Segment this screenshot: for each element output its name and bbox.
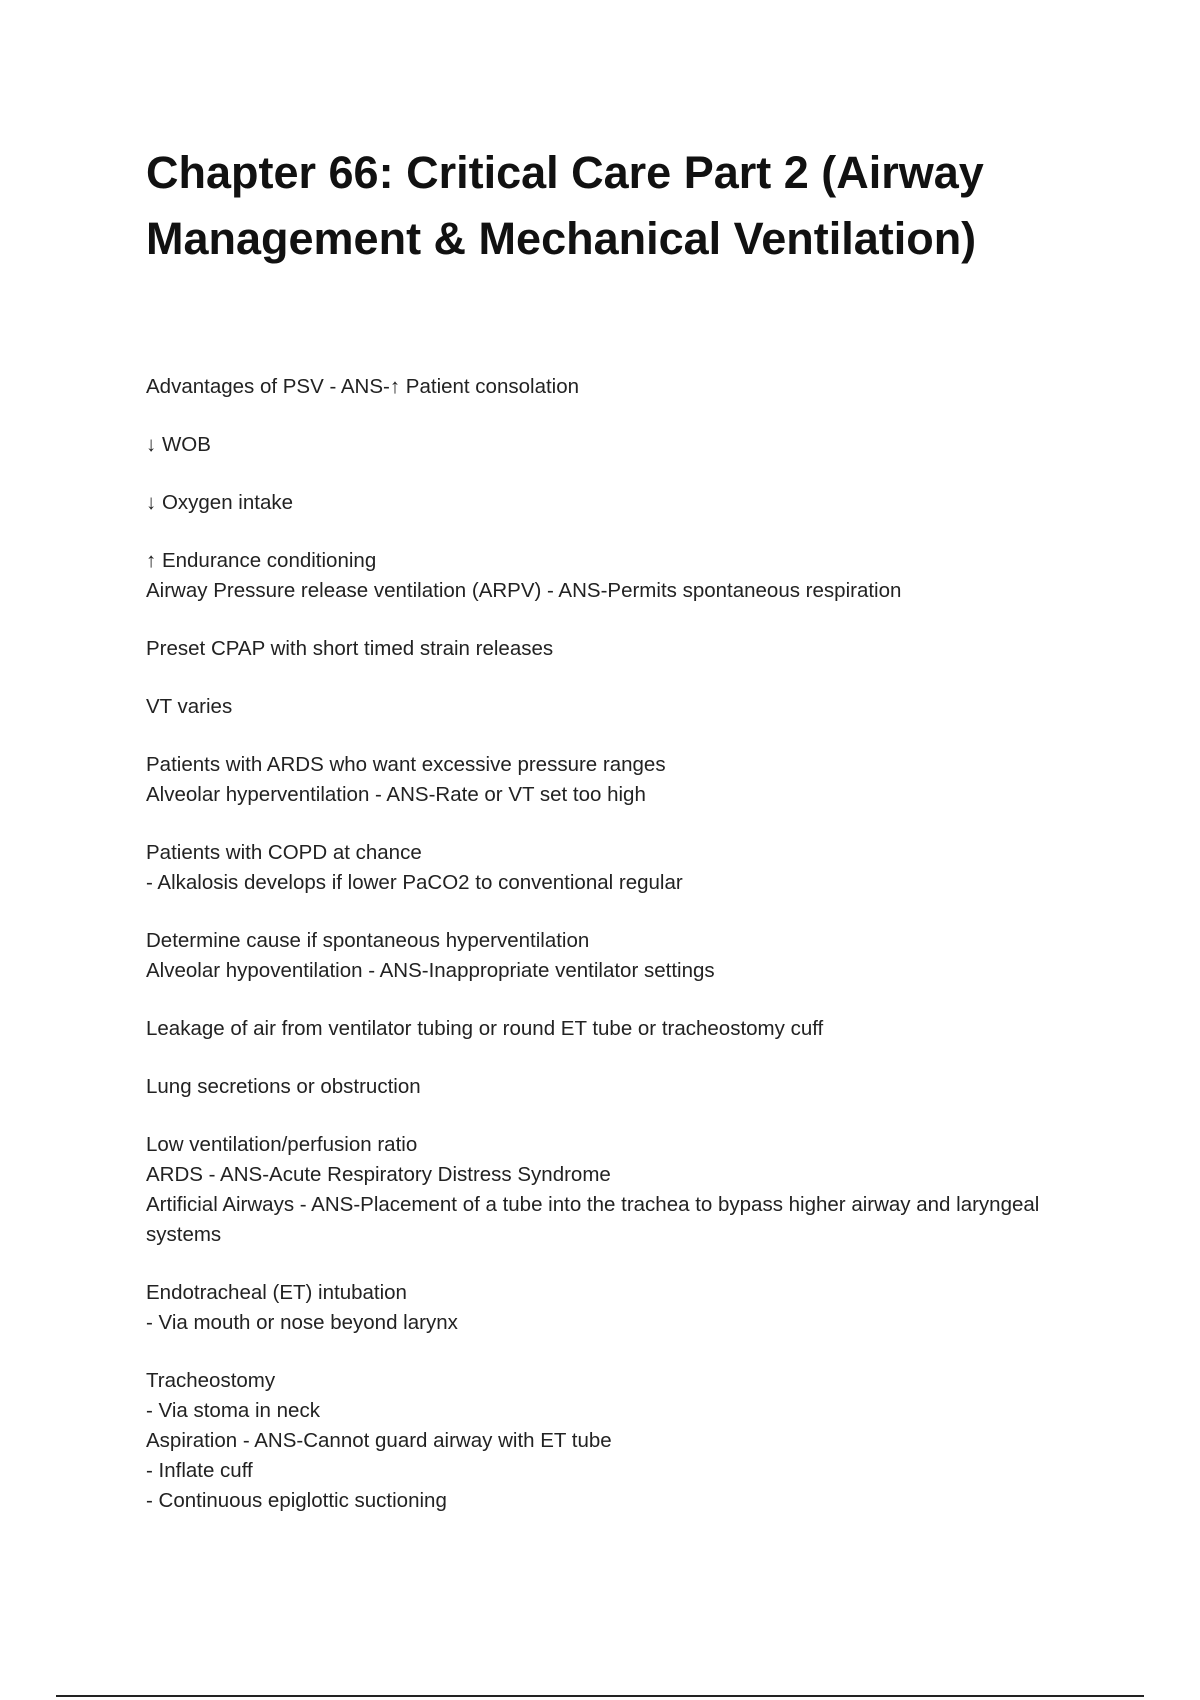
- paragraph: [146, 692, 1046, 722]
- text-line: - Inflate cuff: [146, 1459, 253, 1482]
- paragraph: [146, 750, 1046, 810]
- text-line: Aspiration - ANS-Cannot guard airway with ET tube: [146, 1429, 612, 1452]
- text-line: VT varies: [146, 695, 233, 718]
- text-line: - Alkalosis develops if lower PaCO2 to conventional regular: [146, 871, 683, 894]
- page-title: Chapter 66: Critical Care Part 2 (Airway Management & Mechanical Ventilation): [146, 147, 984, 264]
- text-line: Patients with ARDS who want excessive pressure ranges: [146, 753, 666, 776]
- paragraph: [146, 634, 1046, 664]
- text-line: Tracheostomy: [146, 1369, 276, 1392]
- text-line: - Via stoma in neck: [146, 1399, 320, 1422]
- text-line: - Continuous epiglottic suctioning: [146, 1489, 447, 1512]
- paragraph: [146, 1366, 1046, 1516]
- text-line: Alveolar hypoventilation - ANS-Inappropriate ventilator settings: [146, 959, 715, 982]
- paragraph: [146, 1014, 1046, 1044]
- text-line: Airway Pressure release ventilation (ARPV) - ANS-Permits spontaneous respiration: [146, 579, 902, 602]
- paragraph: [146, 546, 1046, 606]
- paragraph: [146, 1130, 1046, 1250]
- paragraph: [146, 430, 1046, 460]
- text-line: Endotracheal (ET) intubation: [146, 1281, 407, 1304]
- footer-divider: [56, 1695, 1144, 1697]
- text-line: ↓ WOB: [146, 433, 211, 456]
- text-line: Determine cause if spontaneous hyperventilation: [146, 929, 590, 952]
- document-body: [146, 372, 1046, 1544]
- text-line: Alveolar hyperventilation - ANS-Rate or VT set too high: [146, 783, 646, 806]
- text-line: - Via mouth or nose beyond larynx: [146, 1311, 458, 1334]
- text-line: ARDS - ANS-Acute Respiratory Distress Syndrome: [146, 1163, 611, 1186]
- text-line: ↓ Oxygen intake: [146, 491, 293, 514]
- text-line: Lung secretions or obstruction: [146, 1075, 421, 1098]
- paragraph: [146, 926, 1046, 986]
- paragraph: [146, 838, 1046, 898]
- text-line: Low ventilation/perfusion ratio: [146, 1133, 418, 1156]
- paragraph: [146, 1072, 1046, 1102]
- paragraph: [146, 488, 1046, 518]
- paragraph: [146, 1278, 1046, 1338]
- text-line: ↑ Endurance conditioning: [146, 549, 377, 572]
- text-line: Patients with COPD at chance: [146, 841, 422, 864]
- text-line: Advantages of PSV - ANS-↑ Patient consolation: [146, 375, 580, 398]
- text-line: Preset CPAP with short timed strain releases: [146, 637, 554, 660]
- paragraph: [146, 372, 1046, 402]
- text-line: Leakage of air from ventilator tubing or round ET tube or tracheostomy cuff: [146, 1017, 824, 1040]
- text-line: Artificial Airways - ANS-Placement of a tube into the trachea to bypass higher airway and laryngeal systems: [146, 1193, 1040, 1246]
